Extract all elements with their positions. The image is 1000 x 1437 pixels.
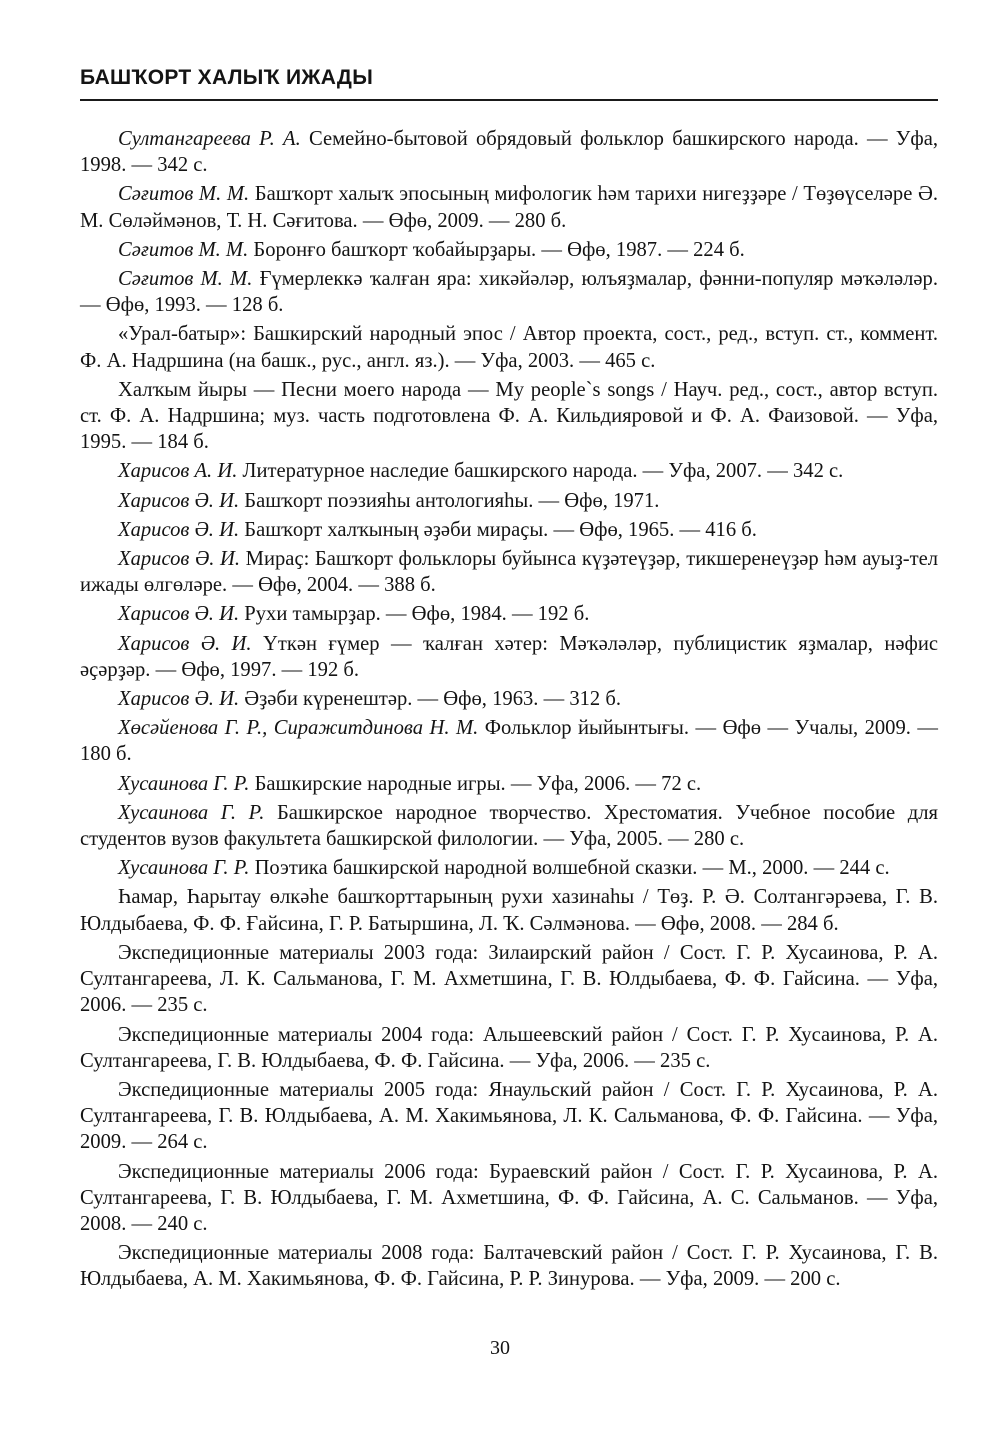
entry-author: Сәғитов М. М. xyxy=(118,238,249,261)
entry-author: Хөсәйенова Г. Р., Сиражитдинова Н. М. xyxy=(118,717,479,740)
entry-author: Хусаинова Г. Р. xyxy=(118,801,265,824)
bibliography-entry xyxy=(80,266,938,318)
entry-text: Семейно-бытовой обрядовый фольклор башкирского народа. — Уфа, 1998. — 342 с. xyxy=(80,128,938,177)
entry-author: Харисов Ә. И. xyxy=(118,632,252,655)
bibliography-entry xyxy=(80,715,938,767)
header-rule xyxy=(80,99,938,101)
entry-text: Ғүмерлеккә ҡалған яра: хикәйәләр, юлъяҙмалар, фәнни-популяр мәҡәләләр. — Өфө, 1993. — 128 б. xyxy=(80,268,938,317)
entry-text: Башҡорт халҡының әҙәби мираҫы. — Өфө, 1965. — 416 б. xyxy=(244,518,757,541)
bibliography-entry xyxy=(80,488,938,514)
entry-author: Харисов Ә. И. xyxy=(118,688,240,711)
entry-text: Әҙәби күренештәр. — Өфө, 1963. — 312 б. xyxy=(244,688,621,711)
bibliography-entry xyxy=(80,517,938,543)
entry-text: Һамар, Һарытау өлкәһе башҡорттарының рухи хазинаһы / Төҙ. Р. Ә. Солтангәрәева, Г. В. Юлдыбаева, Ф. Ф. Ғайсина, Г. Р. Батыршина, Л. Ҡ. Сәлмәнова. — Өфө, 2008. — 284 б. xyxy=(80,886,938,935)
entry-author: Харисов Ә. И. xyxy=(118,603,240,626)
entry-text: Литературное наследие башкирского народа. — Уфа, 2007. — 342 с. xyxy=(242,460,844,483)
entry-author: Султангареева Р. А. xyxy=(118,128,301,150)
entry-author: Хусаинова Г. Р. xyxy=(118,857,250,880)
entry-author: Харисов А. И. xyxy=(118,460,238,483)
entry-text: Башкирские народные игры. — Уфа, 2006. — 72 с. xyxy=(254,772,702,795)
entry-text: Башкирское народное творчество. Хрестоматия. Учебное пособие для студентов вузов факультета башкирской филологии. — Уфа, 2005. — 280 с. xyxy=(80,801,938,851)
entry-text: Фольклор йыйынтығы. — Өфө — Учалы, 2009. — 180 б. xyxy=(80,717,938,766)
bibliography-entry xyxy=(80,686,938,712)
entry-author: Харисов Ә. И. xyxy=(118,489,240,512)
entry-text: Поэтика башкирской народной волшебной сказки. — М., 2000. — 244 с. xyxy=(254,857,890,880)
bibliography-entry xyxy=(80,1240,938,1292)
entry-text: Мираҫ: Башҡорт фольклоры буйынса күҙәтеүҙәр, тикшеренеүҙәр һәм ауыҙ-тел ижады өлгөләре. — Өфө, 2004. — 388 б. xyxy=(80,548,939,597)
bibliography-entry xyxy=(80,855,938,881)
bibliography-entry xyxy=(80,601,938,627)
bibliography-entry xyxy=(80,884,938,936)
entry-text: Башҡорт халыҡ эпосының мифологик һәм тарихи нигеҙҙәре / Төҙөүселәре Ә. М. Сөләймәнов, Т. Н. Сәғитова. — Өфө, 2009. — 280 б. xyxy=(80,183,938,232)
entry-text: Боронғо башҡорт ҡобайырҙары. — Өфө, 1987. — 224 б. xyxy=(253,238,745,261)
entry-text: Үткән ғүмер — ҡалған хәтер: Мәҡәләләр, публицистик яҙмалар, нәфис әҫәрҙәр. — Өфө, 1997. — 192 б. xyxy=(80,632,939,681)
entry-author: Сәғитов М. М. xyxy=(118,268,253,291)
entry-author: Хусаинова Г. Р. xyxy=(118,772,250,795)
entry-text: Экспедиционные материалы 2006 года: Бураевский район / Сост. Г. Р. Хусаинова, Р. А. Султангареева, Г. В. Юлдыбаева, Г. М. Ахметшина, Ф. Ф. Гайсина, А. С. Сальманов. — Уфа, 2008. — 240 с. xyxy=(80,1160,938,1235)
running-title: БАШҠОРТ ХАЛЫҠ ИЖАДЫ xyxy=(80,66,374,89)
entry-text: Халҡым йыры — Песни моего народа — My people`s songs / Науч. ред., сост., автор вступ. ст. Ф. А. Надршина; муз. часть подготовлена Ф. А. Кильдияровой и Ф. А. Фаизовой. — Уфа, 1995. — 184 б. xyxy=(80,378,938,454)
entry-text: «Урал-батыр»: Башкирский народный эпос / Автор проекта, сост., ред., вступ. ст., коммент. Ф. А. Надршина (на башк., рус., англ. яз.). — Уфа, 2003. — 465 с. xyxy=(80,323,938,372)
bibliography-entry xyxy=(80,237,938,263)
bibliography-entry xyxy=(80,771,938,797)
bibliography-entry xyxy=(80,800,938,852)
bibliography-entry xyxy=(80,126,938,178)
entry-text: Рухи тамырҙар. — Өфө, 1984. — 192 б. xyxy=(244,603,590,626)
bibliography-entry xyxy=(80,377,938,456)
entry-text: Башҡорт поэзияһы антологияһы. — Өфө, 1971. xyxy=(244,489,660,512)
entry-text: Экспедиционные материалы 2004 года: Альшеевский район / Сост. Г. Р. Хусаинова, Р. А. Султангареева, Г. В. Юлдыбаева, Ф. Ф. Гайсина. — Уфа, 2006. — 235 с. xyxy=(80,1023,938,1072)
bibliography-entry xyxy=(80,1077,938,1156)
entry-author: Харисов Ә. И. xyxy=(118,548,241,571)
bibliography-entry xyxy=(80,546,938,598)
bibliography-entry xyxy=(80,1159,938,1238)
entry-text: Экспедиционные материалы 2005 года: Янаульский район / Сост. Г. Р. Хусаинова, Р. А. Султангареева, Г. В. Юлдыбаева, А. М. Хакимьянова, Л. К. Сальманова, Ф. Ф. Гайсина. — Уфа, 2009. — 264 с. xyxy=(80,1078,938,1154)
entry-author: Харисов Ә. И. xyxy=(118,518,240,541)
entry-text: Экспедиционные материалы 2008 года: Балтачевский район / Сост. Г. Р. Хусаинова, Г. В. Юлдыбаева, А. М. Хакимьянова, Ф. Ф. Гайсина, Р. Р. Зинурова. — Уфа, 2009. — 200 с. xyxy=(80,1242,938,1291)
bibliography-entry xyxy=(80,1022,938,1074)
bibliography-entry xyxy=(80,321,938,373)
bibliography-list xyxy=(80,126,938,1296)
bibliography-entry xyxy=(80,631,938,683)
entry-author: Сәғитов М. М. xyxy=(118,183,250,206)
bibliography-entry xyxy=(80,181,938,233)
page-number: 30 xyxy=(490,1337,510,1359)
bibliography-entry xyxy=(80,940,938,1019)
entry-text: Экспедиционные материалы 2003 года: Зилаирский район / Сост. Г. Р. Хусаинова, Р. А. Султангареева, Л. К. Сальманова, Г. М. Ахметшина, Г. В. Юлдыбаева, Ф. Ф. Гайсина. — Уфа, 2006. — 235 с. xyxy=(80,941,938,1017)
bibliography-entry xyxy=(80,458,938,484)
